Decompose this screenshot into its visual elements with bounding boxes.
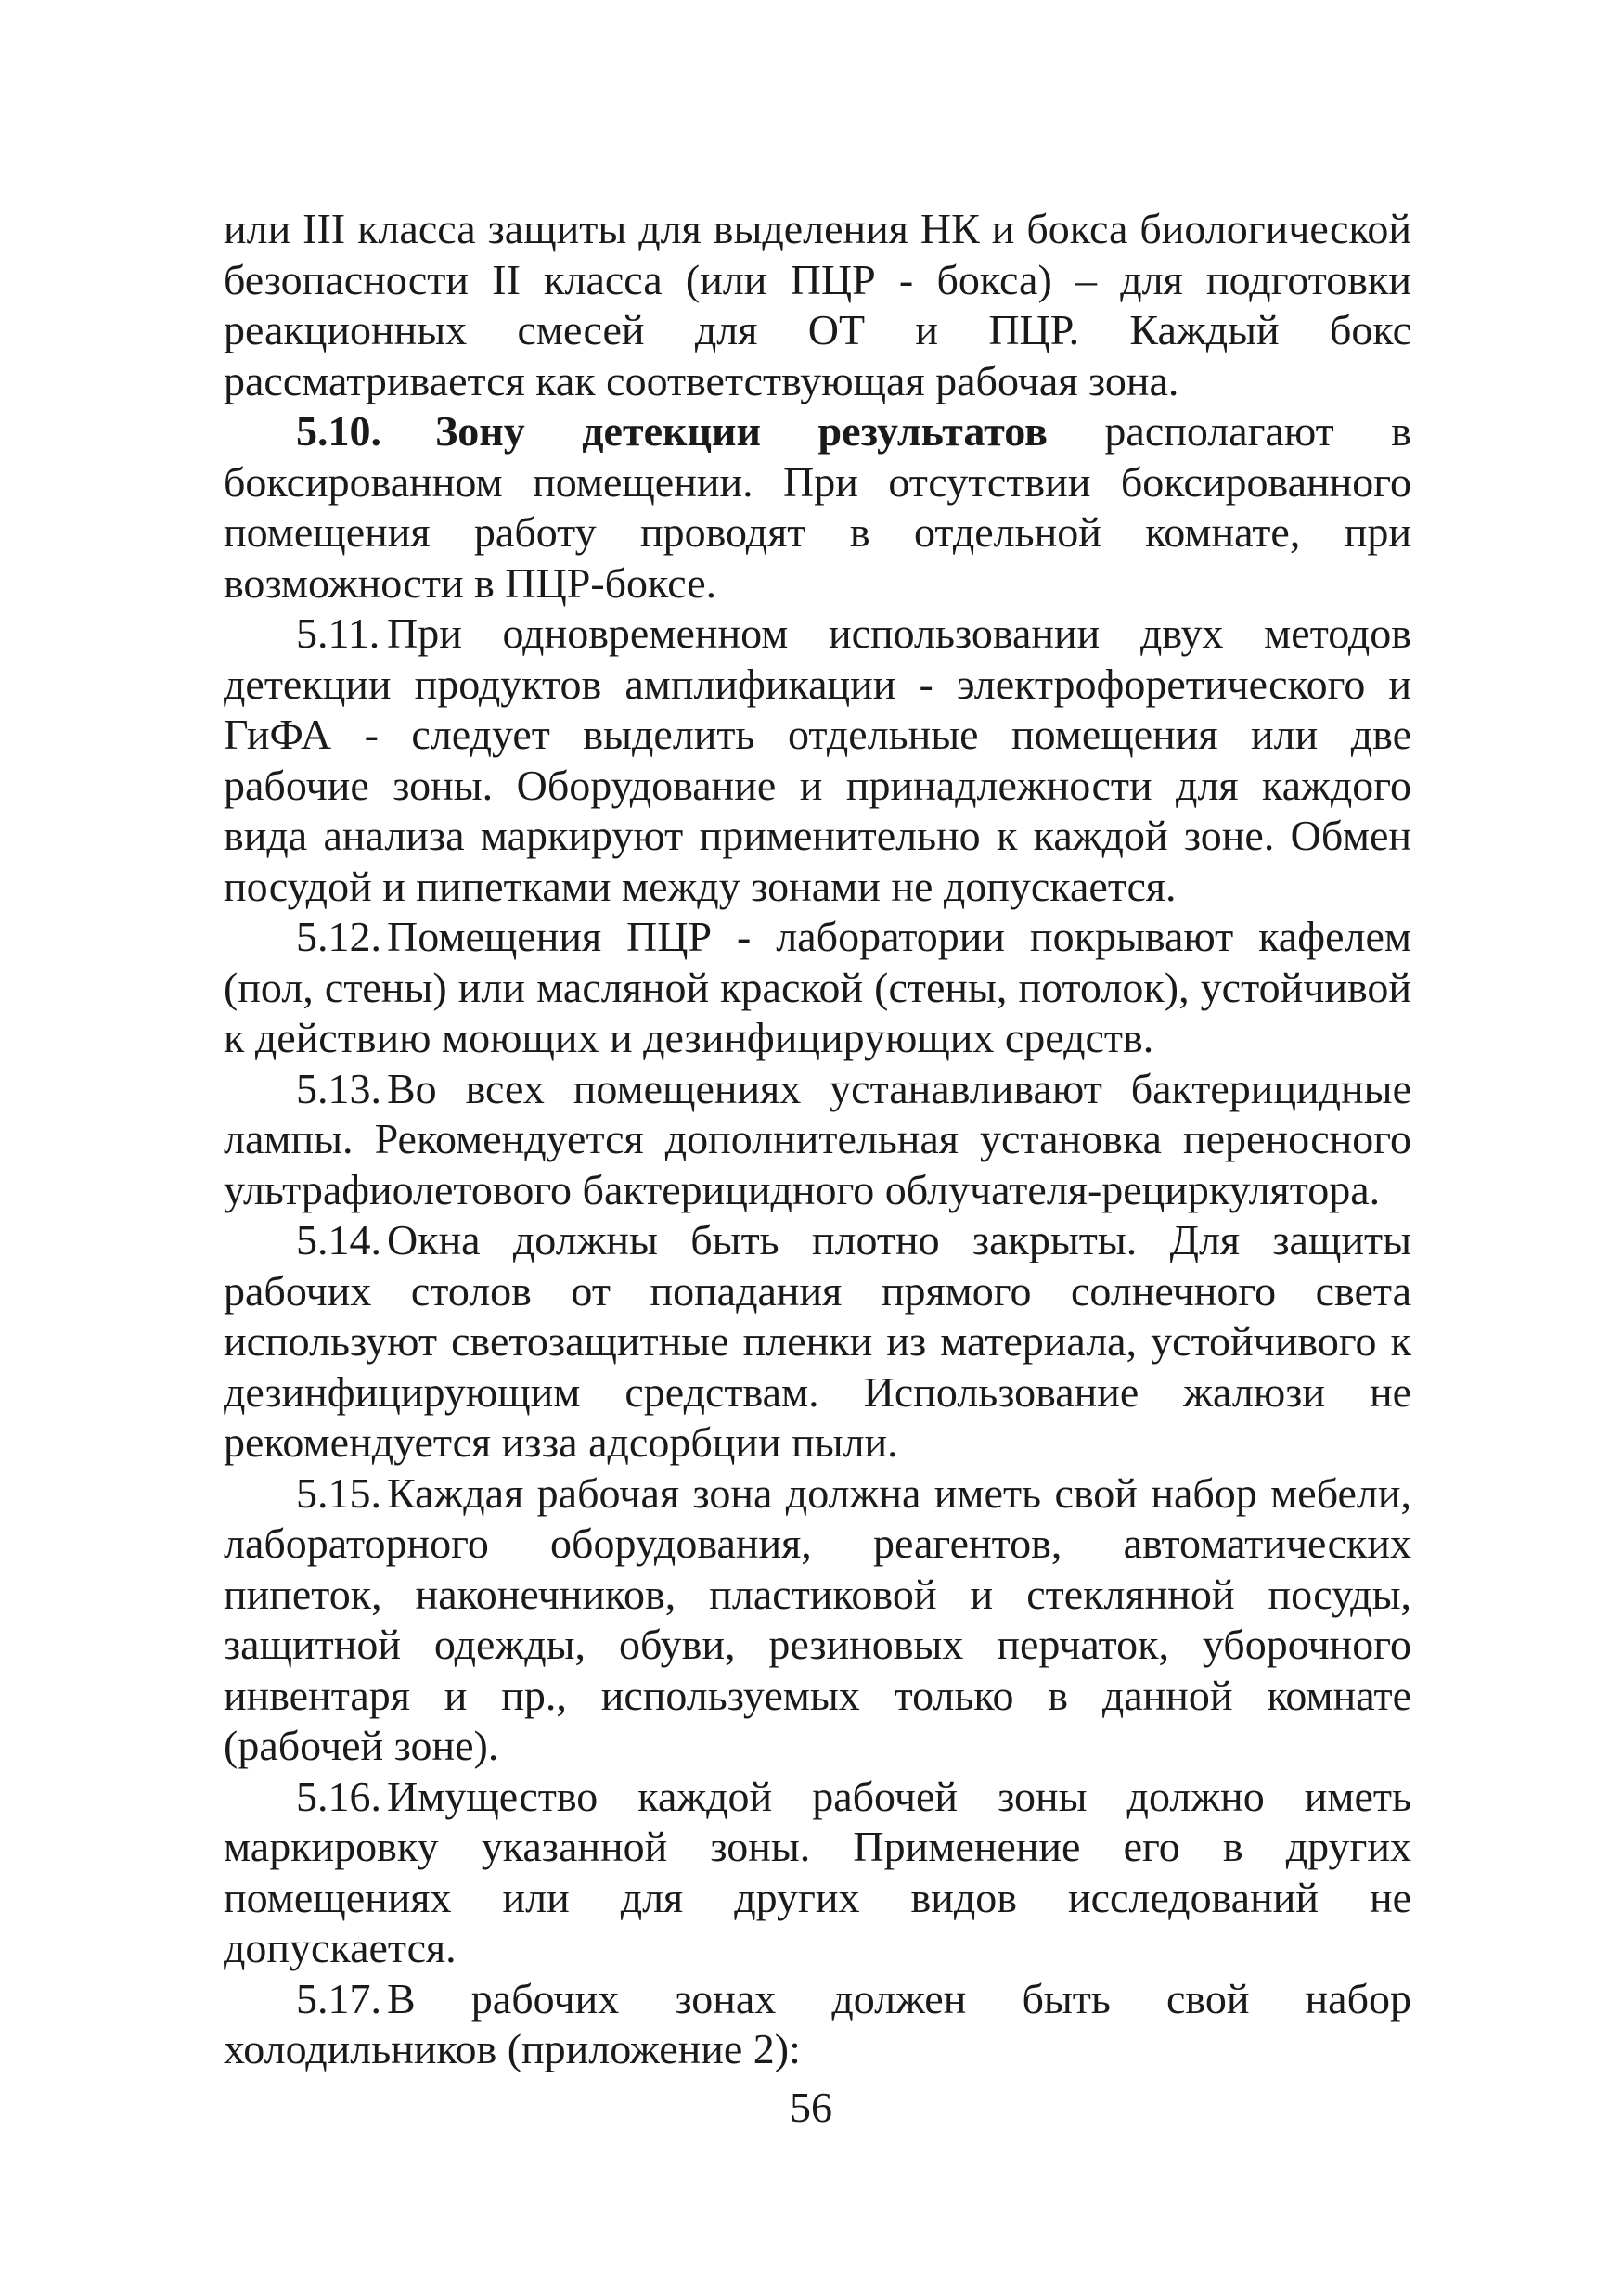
paragraph-text: располагают в боксированном помещении. При отсутствии боксированного помещения работу проводят в отдельной комнате, при возможности в ПЦР-боксе. <box>224 407 1411 607</box>
document-body <box>224 204 1411 2075</box>
paragraph-number: 5.14. <box>296 1216 381 1263</box>
paragraph-number: 5.10. <box>296 407 381 455</box>
paragraph-number: 5.16. <box>296 1772 381 1820</box>
paragraph-5-10 <box>224 406 1411 609</box>
paragraph-text: или III класса защиты для выделения НК и бокса биологической безопасности II класса (или ПЦР - бокса) – для подготовки реакционных смесей для ОТ и ПЦР. Каждый бокс рассматривается как соответствующая рабочая зона. <box>224 205 1411 404</box>
paragraph-number: 5.13. <box>296 1064 381 1112</box>
paragraph-lead: Зону детекции результатов <box>435 407 1048 455</box>
paragraph-number: 5.15. <box>296 1469 381 1517</box>
paragraph-text: Окна должны быть плотно закрыты. Для защиты рабочих столов от попадания прямого солнечного света используют светозащитные пленки из материала, устойчивого к дезинфицирующим средствам. Использование жалюзи не рекомендуется изза адсорбции пыли. <box>224 1216 1411 1466</box>
paragraph-5-12 <box>224 912 1411 1064</box>
page-number: 56 <box>790 2084 832 2131</box>
paragraph-text: При одновременном использовании двух методов детекции продуктов амплификации - электрофоретического и ГиФА - следует выделить отдельные помещения или две рабочие зоны. Оборудование и принадлежности для каждого вида анализа маркируют применительно к каждой зоне. Обмен посудой и пипетками между зонами не допускается. <box>224 609 1411 910</box>
paragraph-number: 5.17. <box>296 1974 381 2022</box>
paragraph-text: Имущество каждой рабочей зоны должно иметь маркировку указанной зоны. Применение его в других помещениях или для других видов исследований не допускается. <box>224 1772 1411 1971</box>
paragraph-5-15 <box>224 1469 1411 1772</box>
paragraph-number: 5.11. <box>296 609 380 657</box>
paragraph-5-17 <box>224 1974 1411 2075</box>
paragraph-text: Каждая рабочая зона должна иметь свой набор мебели, лабораторного оборудования, реагентов, автоматических пипеток, наконечников, пластиковой и стеклянной посуды, защитной одежды, обуви, резиновых перчаток, уборочного инвентаря и пр., используемых только в данной комнате (рабочей зоне). <box>224 1469 1411 1769</box>
paragraph-5-11 <box>224 609 1411 912</box>
paragraph-5-14 <box>224 1215 1411 1469</box>
paragraph-text: В рабочих зонах должен быть свой набор холодильников (приложение 2): <box>224 1974 1411 2072</box>
paragraph-5-13 <box>224 1064 1411 1216</box>
paragraph-continuation <box>224 204 1411 406</box>
paragraph-text: Помещения ПЦР - лаборатории покрывают кафелем (пол, стены) или масляной краской (стены, потолок), устойчивой к действию моющих и дезинфицирующих средств. <box>224 913 1411 1061</box>
paragraph-text: Во всех помещениях устанавливают бактерицидные лампы. Рекомендуется дополнительная установка переносного ультрафиолетового бактерицидного облучателя-рециркулятора. <box>224 1064 1411 1213</box>
paragraph-number: 5.12. <box>296 913 381 960</box>
paragraph-5-16 <box>224 1772 1411 1974</box>
